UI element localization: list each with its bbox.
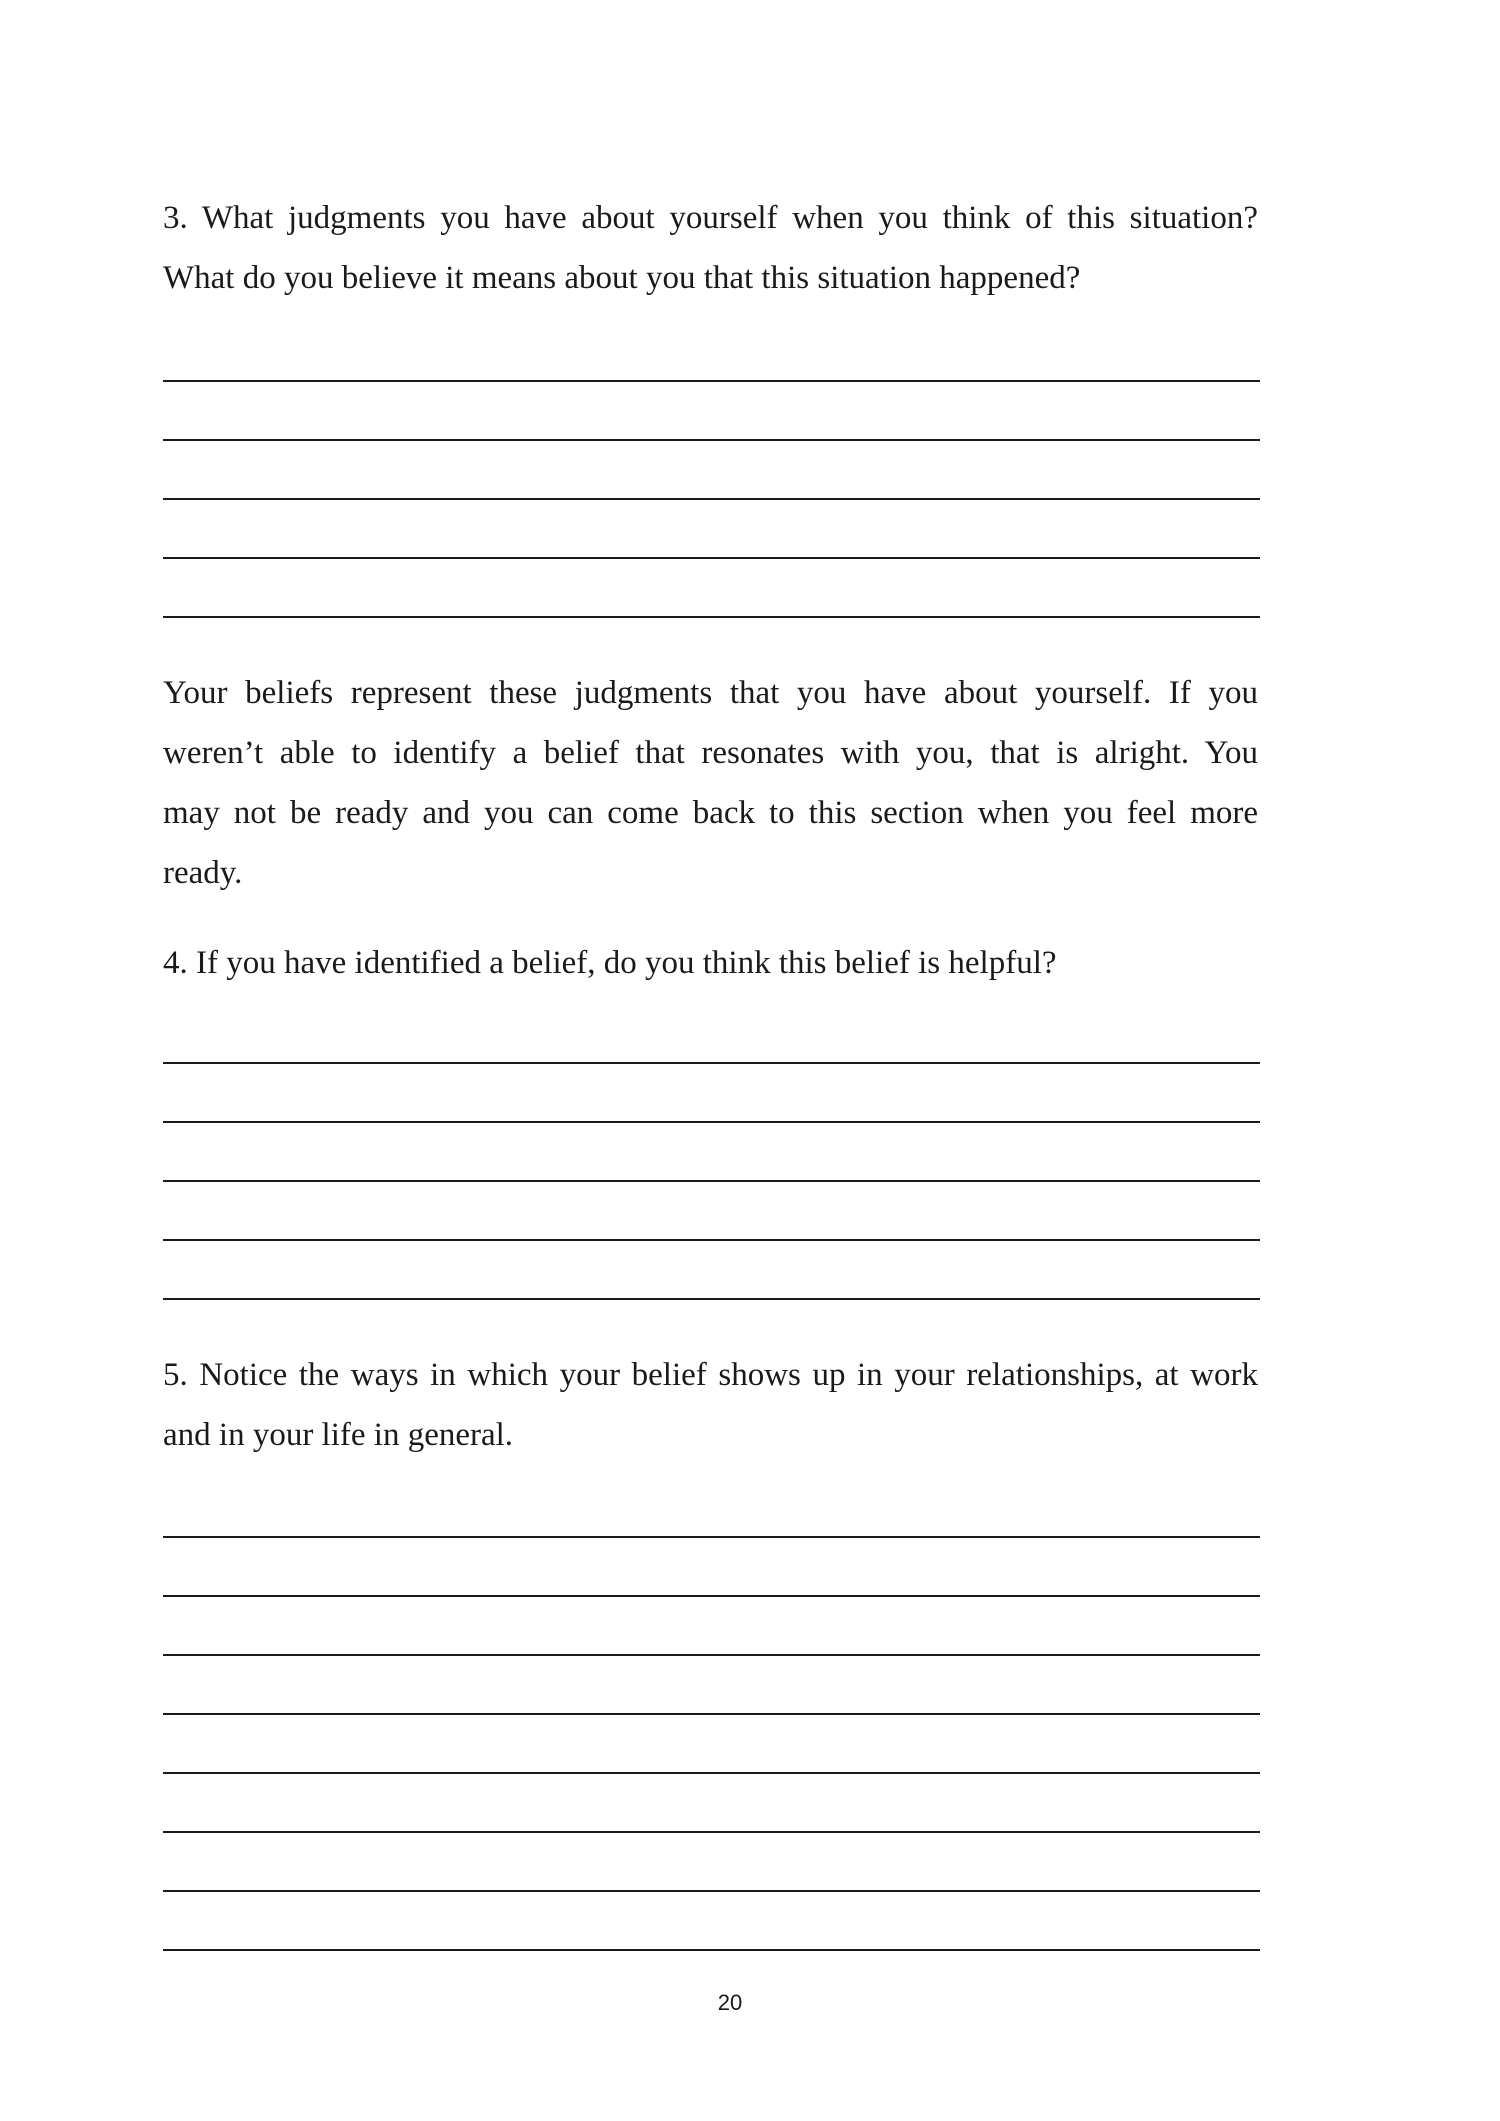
answer-line[interactable]	[163, 1298, 1260, 1300]
answer-line[interactable]	[163, 616, 1260, 618]
question-4-line-1: 4. If you have identified a belief, do you think this belief is helpful?	[163, 945, 1057, 981]
question-3-line-1: 3. What judgments you have about yourself when you think of this situation?	[163, 200, 1258, 236]
paragraph-line-1: Your beliefs represent these judgments that you have about yourself. If you	[163, 675, 1258, 711]
answer-line[interactable]	[163, 1772, 1260, 1774]
answer-line[interactable]	[163, 557, 1260, 559]
paragraph-line-4: ready.	[163, 855, 243, 891]
answer-line[interactable]	[163, 1949, 1260, 1951]
answer-line[interactable]	[163, 1239, 1260, 1241]
answer-line[interactable]	[163, 1654, 1260, 1656]
question-5	[163, 1345, 1258, 1465]
question-5-line-1: 5. Notice the ways in which your belief shows up in your relationships, at work	[163, 1357, 1258, 1393]
question-3	[163, 188, 1258, 308]
paragraph-line-3: may not be ready and you can come back to this section when you feel more	[163, 795, 1258, 831]
answer-line[interactable]	[163, 1713, 1260, 1715]
answer-line[interactable]	[163, 1536, 1260, 1538]
paragraph-line-2: weren’t able to identify a belief that resonates with you, that is alright. You	[163, 735, 1258, 771]
answer-line[interactable]	[163, 439, 1260, 441]
question-5-line-2: and in your life in general.	[163, 1417, 514, 1453]
beliefs-paragraph	[163, 663, 1258, 903]
page-number: 20	[717, 1990, 743, 2015]
answer-line[interactable]	[163, 498, 1260, 500]
answer-line[interactable]	[163, 1890, 1260, 1892]
question-3-line-2: What do you believe it means about you that this situation happened?	[163, 260, 1081, 296]
answer-line[interactable]	[163, 380, 1260, 382]
answer-line[interactable]	[163, 1121, 1260, 1123]
question-4	[163, 933, 1258, 993]
answer-line[interactable]	[163, 1180, 1260, 1182]
answer-line[interactable]	[163, 1062, 1260, 1064]
answer-line[interactable]	[163, 1831, 1260, 1833]
answer-line[interactable]	[163, 1595, 1260, 1597]
